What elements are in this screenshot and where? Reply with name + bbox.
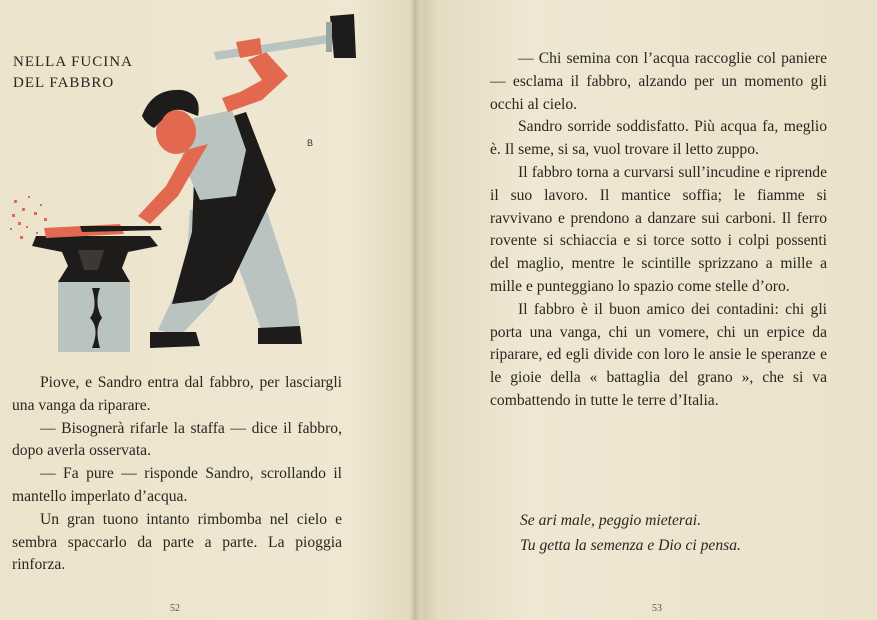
page-number: 52	[170, 603, 180, 614]
left-text	[12, 372, 342, 577]
right-page	[418, 0, 877, 620]
proverb-line: Se ari male, peggio mieterai.	[520, 512, 702, 529]
paragraph: — Fa pure — risponde Sandro, scrollando il mantello imperlato d’acqua.	[12, 465, 342, 505]
page-number: 53	[652, 603, 662, 614]
illustrator-signature: B	[307, 138, 314, 148]
paragraph: Un gran tuono intanto rimbomba nel cielo e sembra spaccarlo da parte a parte. La pioggia rinforza.	[12, 510, 342, 574]
paragraph: Piove, e Sandro entra dal fabbro, per lasciargli una vanga da riparare.	[12, 374, 342, 414]
chapter-title-line: NELLA FUCINA	[13, 54, 133, 70]
left-page	[0, 0, 412, 620]
paragraph: Sandro sorride soddisfatto. Più acqua fa, meglio è. Il seme, si sa, vuol trovare il letto zuppo.	[490, 118, 827, 159]
blacksmith-illustration	[0, 0, 412, 360]
paragraph: — Chi semina con l’acqua raccoglie col paniere — esclama il fabbro, alzando per un momento gli occhi al cielo.	[490, 50, 827, 113]
hammer-handle	[214, 34, 336, 60]
raised-arm	[222, 52, 288, 112]
paragraph: Il fabbro torna a curvarsi sull’incudine e riprende il suo lavoro. Il mantice soffia; le fiamme si ravvivano e prendono a danzare sui carboni. Il ferro rovente si schiaccia e si torce sotto i colpi possenti del maglio, mentre le scintille sprizzano a mille a mille e punteggiano lo spazio come stelle d’oro.	[490, 163, 827, 295]
paragraph: — Bisognerà rifarle la staffa — dice il fabbro, dopo averla osservata.	[12, 419, 342, 460]
boot	[150, 332, 200, 348]
right-text	[490, 48, 827, 413]
chapter-title-line: DEL FABBRO	[13, 75, 115, 91]
paragraph: Il fabbro è il buon amico dei contadini: chi gli porta una vanga, chi un vomere, chi un erpice da riparare, ed egli divide con loro le ansie le speranze e le gioie della « battaglia del grano », che si va combattendo in tutte le terre d’Italia.	[490, 300, 827, 409]
sparks	[10, 196, 47, 239]
proverb	[520, 508, 741, 558]
hammer-head	[330, 14, 356, 58]
proverb-line: Tu getta la semenza e Dio ci pensa.	[520, 537, 741, 554]
